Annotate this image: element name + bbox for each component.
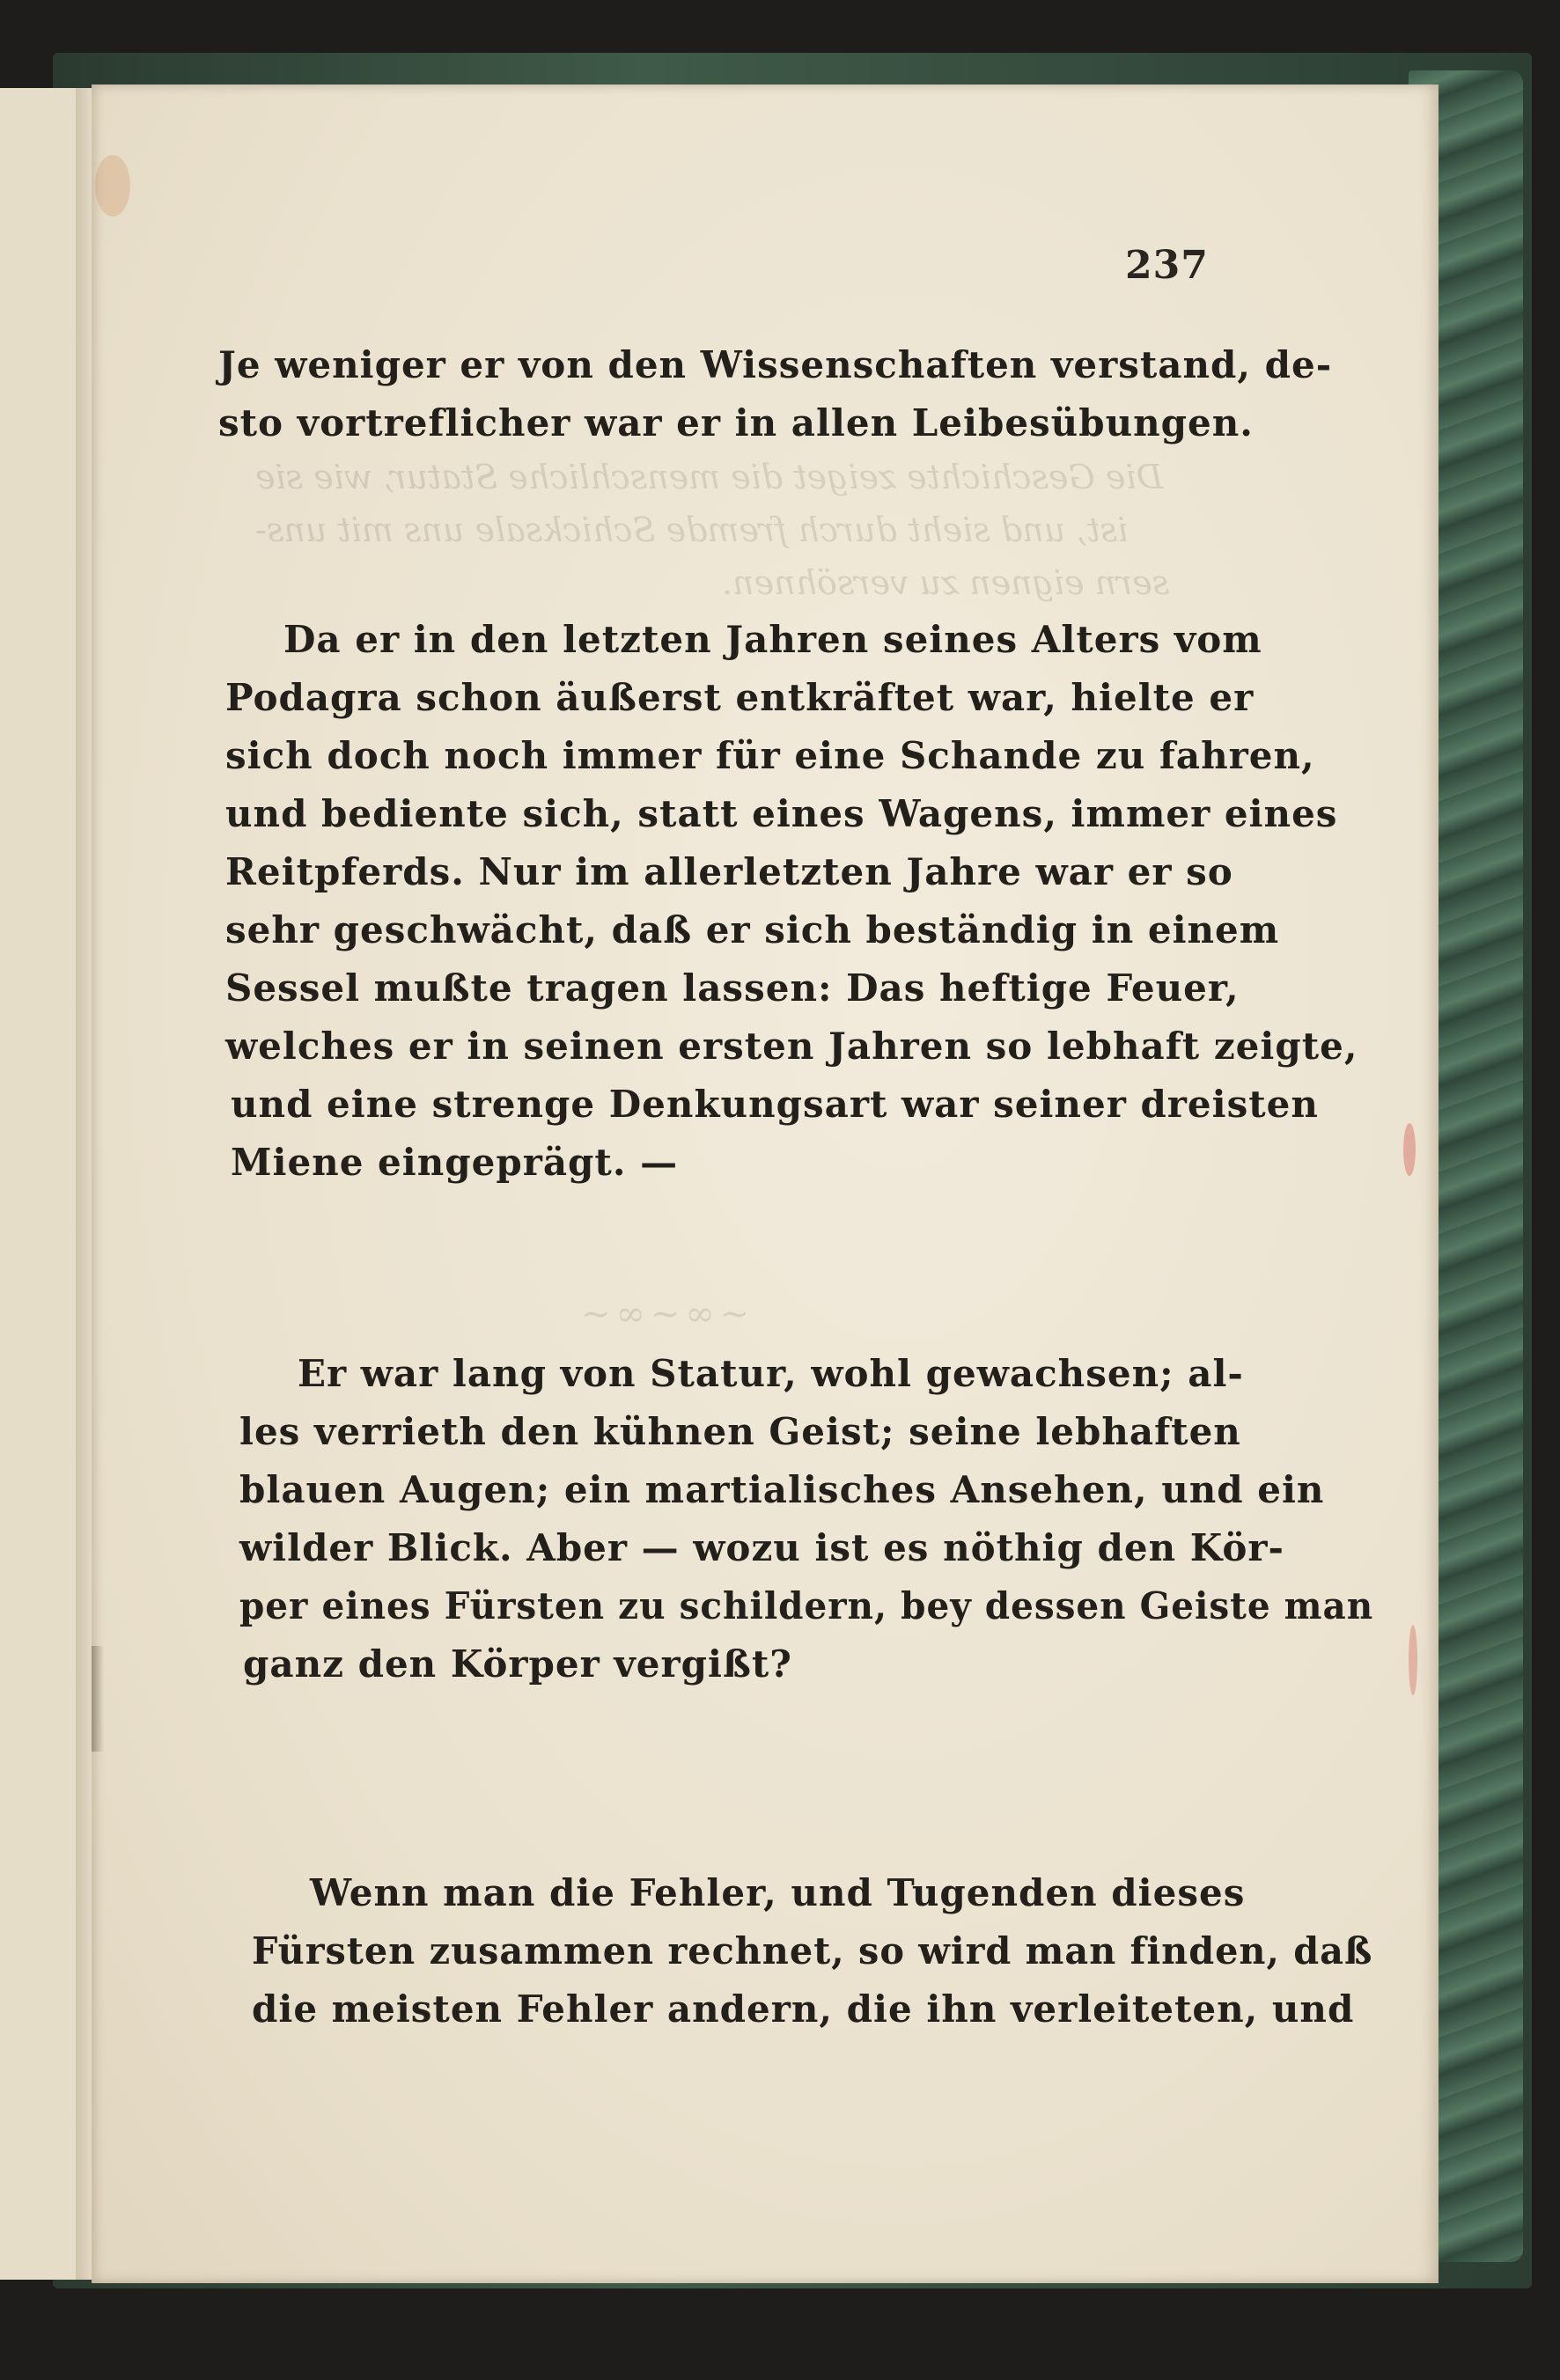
page-crease	[92, 1646, 104, 1752]
text-line: die meisten Fehler andern, die ihn verleiteten, und	[252, 1987, 1355, 2031]
text-line: und eine strenge Denkungsart war seiner dreisten	[231, 1083, 1319, 1126]
text-line: Sessel mußte tragen lassen: Das heftige Feuer,	[225, 966, 1240, 1010]
paper-stain	[1409, 1625, 1417, 1695]
text-line: Er war lang von Statur, wohl gewachsen; al-	[298, 1352, 1244, 1395]
bleed-through-line: sern eignen zu versöhnen.	[722, 563, 1170, 602]
text-line: Wenn man die Fehler, und Tugenden dieses	[310, 1871, 1246, 1914]
text-line: sehr geschwächt, daß er sich beständig in einem	[225, 908, 1280, 951]
text-line: ganz den Körper vergißt?	[243, 1642, 792, 1686]
text-line: les verrieth den kühnen Geist; seine lebhaften	[239, 1410, 1241, 1453]
text-line: sich doch noch immer für eine Schande zu fahren,	[225, 734, 1315, 777]
page-number: 237	[1125, 243, 1209, 288]
text-line: und bediente sich, statt eines Wagens, immer eines	[225, 792, 1338, 835]
text-line: Fürsten zusammen rechnet, so wird man finden, daß	[252, 1929, 1373, 1972]
text-line: blauen Augen; ein martialisches Ansehen, und ein	[239, 1468, 1325, 1511]
text-line: Podagra schon äußerst entkräftet war, hielte er	[225, 676, 1255, 719]
bleed-through-ornament: ~∞~∞~	[581, 1294, 755, 1334]
bleed-through-line: ist, und sieht durch fremde Schicksale uns mit uns-	[255, 511, 1129, 549]
paper-stain	[95, 155, 130, 217]
paper-stain	[1403, 1123, 1416, 1176]
bleed-through-line: Die Geschichte zeiget die menschliche Statur, wie sie	[255, 458, 1164, 496]
text-line: sto vortreflicher war er in allen Leibesübungen.	[218, 401, 1254, 444]
text-line: per eines Fürsten zu schildern, bey dessen Geiste man	[239, 1584, 1374, 1627]
text-line: Je weniger er von den Wissenschaften verstand, de-	[218, 343, 1333, 386]
text-line: Da er in den letzten Jahren seines Alters vom	[283, 618, 1262, 661]
text-line: Reitpferds. Nur im allerletzten Jahre war er so	[225, 850, 1233, 893]
text-line: welches er in seinen ersten Jahren so lebhaft zeigte,	[225, 1025, 1358, 1068]
text-line: Miene eingeprägt. —	[231, 1141, 679, 1184]
text-line: wilder Blick. Aber — wozu ist es nöthig den Kör-	[239, 1526, 1284, 1569]
